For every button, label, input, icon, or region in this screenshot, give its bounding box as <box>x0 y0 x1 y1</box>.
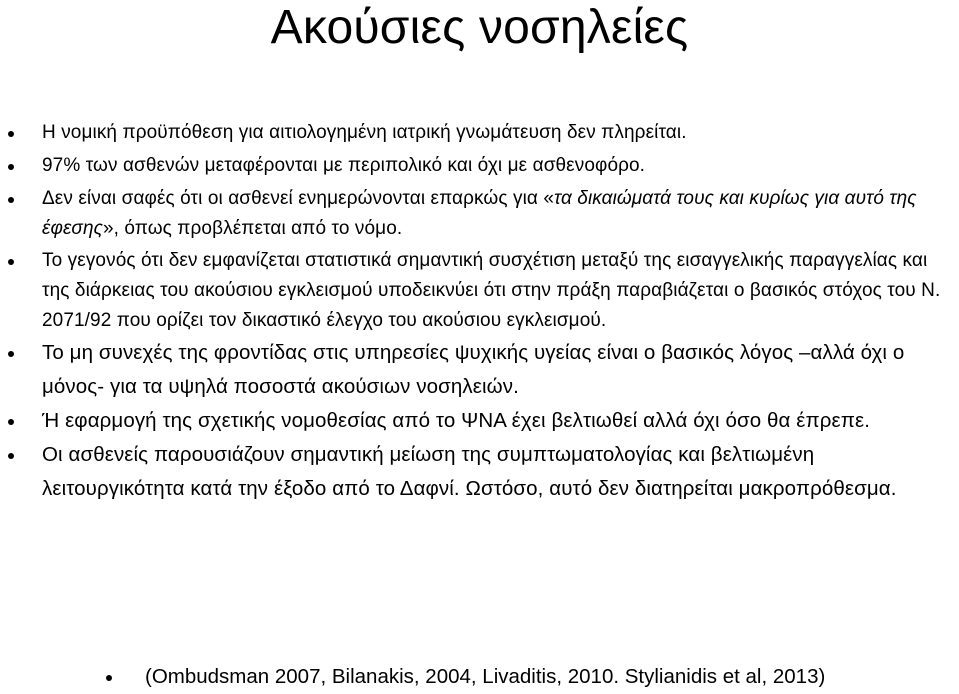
bullet-dot-icon <box>8 164 14 170</box>
bullet-list <box>0 118 959 506</box>
bullet-item <box>0 246 959 336</box>
bullet-text-post: », όπως προβλέπεται από το νόμο. <box>102 218 403 239</box>
bullet-item <box>0 336 959 404</box>
bullet-item <box>0 438 959 506</box>
reference-text: (Ombudsman 2007, Bilanakis, 2004, Livaditis, 2010. Stylianidis et al, 2013) <box>145 665 826 688</box>
bullet-dot-icon <box>8 259 14 265</box>
slide-title: Ακούσιες νοσηλείες <box>270 1 689 54</box>
bullet-dot-icon <box>8 453 14 459</box>
bullet-item <box>0 184 959 244</box>
bullet-text: Ή εφαρμογή της σχετικής νομοθεσίας από το ΨΝΑ έχει βελτιωθεί αλλά όχι όσο θα έπρεπε. <box>42 409 871 432</box>
bullet-item <box>0 404 959 438</box>
reference-line <box>0 662 959 692</box>
bullet-dot-icon <box>8 197 14 203</box>
bullet-text-italic: τα δικαιώματά τους και κυρίως για αυτό της έφεσης <box>42 188 917 239</box>
bullet-text: Οι ασθενείς παρουσιάζουν σημαντική μείωση της συμπτωματολογίας και βελτιωμένη λειτουργικότητα κατά την έξοδο από το Δαφνί. Ωστόσο, αυτό δεν διατηρείται μακροπρόθεσμα. <box>42 443 897 500</box>
bullet-dot-icon <box>8 131 14 137</box>
bullet-text: Η νομική προϋπόθεση για αιτιολογημένη ιατρική γνωμάτευση δεν πληρείται. <box>42 122 687 143</box>
bullet-dot-icon <box>8 351 14 357</box>
bullet-text: Το γεγονός ότι δεν εμφανίζεται στατιστικά σημαντική συσχέτιση μεταξύ της εισαγγελικής παραγγελίας και της διάρκειας του ακούσιου εγκλεισμού υποδεικνύει ότι στην πράξη παραβιάζεται ο βασικός στόχος του Ν. 2071/92 που ορίζει τον δικαστικό έλεγχο του ακούσιου εγκλεισμού. <box>42 250 941 331</box>
bullet-text-pre: Δεν είναι σαφές ότι οι ασθενεί ενημερώνονται επαρκώς για « <box>42 188 555 209</box>
bullet-item <box>0 151 959 181</box>
bullet-dot-icon <box>8 419 14 425</box>
bullet-text: Το μη συνεχές της φροντίδας στις υπηρεσίες ψυχικής υγείας είναι ο βασικός λόγος –αλλά όχι ο μόνος- για τα υψηλά ποσοστά ακούσιων νοσηλειών. <box>42 341 905 398</box>
bullet-dot-icon <box>106 675 112 681</box>
bullet-item <box>0 118 959 148</box>
bullet-text: 97% των ασθενών μεταφέρονται με περιπολικό και όχι με ασθενοφόρο. <box>42 155 646 176</box>
